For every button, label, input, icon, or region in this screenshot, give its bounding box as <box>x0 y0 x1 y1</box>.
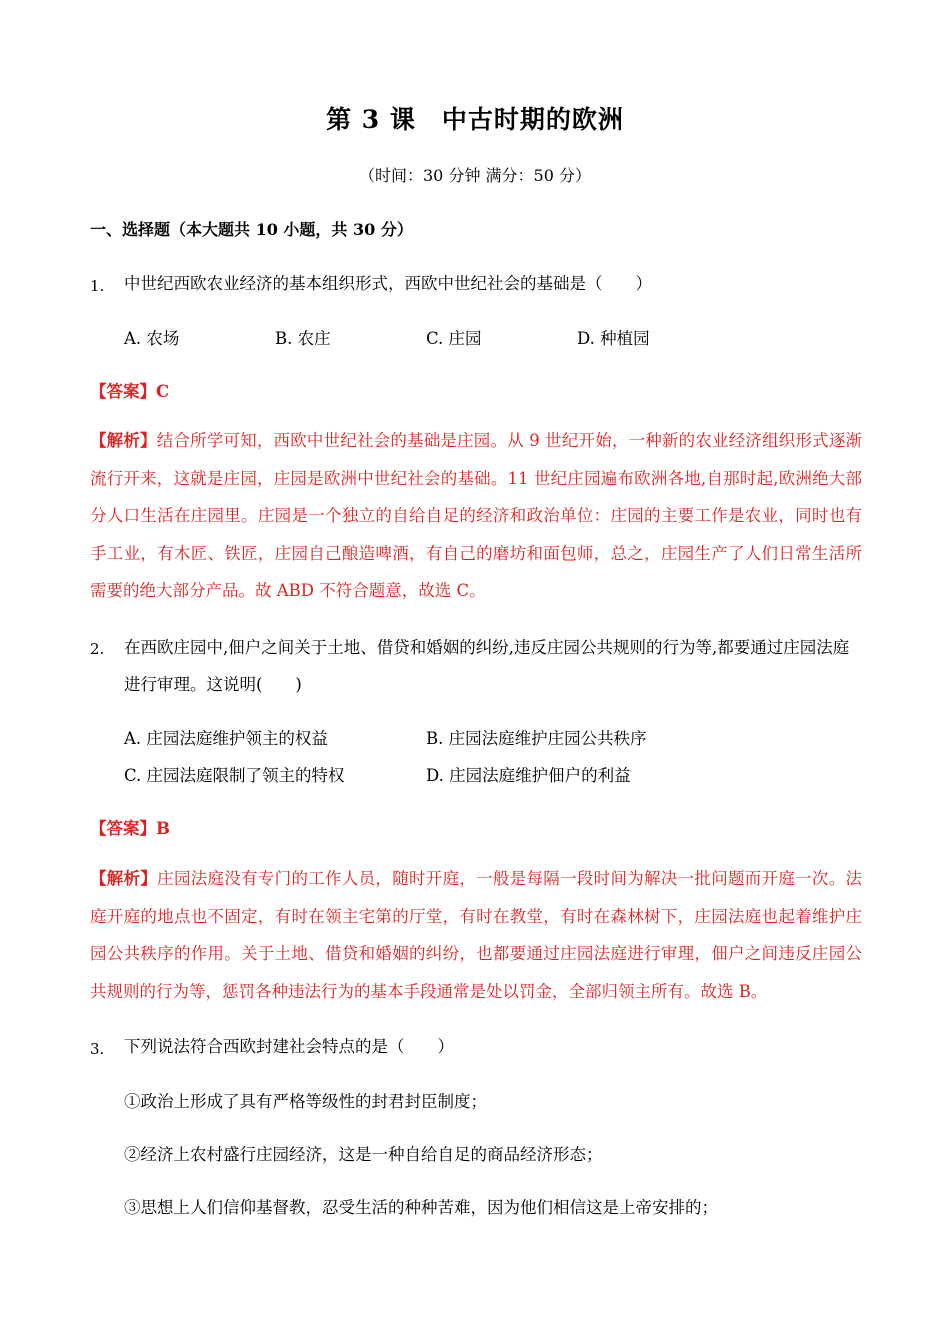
option-b: B. 农庄 <box>275 329 331 348</box>
exam-info: （时间：30 分钟 满分：50 分） <box>359 166 591 185</box>
question-number: 3. <box>90 1040 105 1058</box>
question-text: 下列说法符合西欧封建社会特点的是（ ） <box>124 1037 454 1056</box>
question-text-line2: 进行审理。这说明( ) <box>124 675 302 694</box>
question-number: 1. <box>90 277 105 295</box>
option-b: B. 庄园法庭维护庄园公共秩序 <box>426 729 647 748</box>
statement-item: ③思想上人们信仰基督教，忍受生活的种种苦难，因为他们相信这是上帝安排的； <box>124 1198 718 1217</box>
option-a: A. 庄园法庭维护领主的权益 <box>124 729 328 748</box>
answer-label: 【答案】C <box>90 382 170 401</box>
analysis-label: 【解析】 <box>90 869 158 888</box>
option-c: C. 庄园法庭限制了领主的特权 <box>124 766 345 785</box>
statement-item: ①政治上形成了具有严格等级性的封君封臣制度； <box>124 1092 487 1111</box>
option-d: D. 庄园法庭维护佃户的利益 <box>426 766 631 785</box>
section-heading: 一、选择题（本大题共 10 小题，共 30 分） <box>90 220 413 239</box>
analysis-block <box>90 422 862 610</box>
page-title: 第 3 课 中古时期的欧洲 <box>326 105 624 134</box>
question-text: 中世纪西欧农业经济的基本组织形式，西欧中世纪社会的基础是（ ） <box>124 274 652 293</box>
option-d: D. 种植园 <box>577 329 650 348</box>
option-a: A. 农场 <box>124 329 180 348</box>
option-c: C. 庄园 <box>426 329 482 348</box>
analysis-text: 庄园法庭没有专门的工作人员，随时开庭，一般是每隔一段时间为解决一批问题而开庭一次。法庭开庭的地点也不固定，有时在领主宅第的厅堂，有时在教堂，有时在森林树下，庄园法庭也起着维护庄园公共秩序的作用。关于土地、借贷和婚姻的纠纷，也都要通过庄园法庭进行审理，佃户之间违反庄园公共规则的行为等，惩罚各种违法行为的基本手段通常是处以罚金，全部归领主所有。故选 B。 <box>90 869 863 1001</box>
question-text-line1: 在西欧庄园中,佃户之间关于土地、借贷和婚姻的纠纷,违反庄园公共规则的行为等,都要通过庄园法庭 <box>124 638 850 657</box>
analysis-label: 【解析】 <box>90 431 157 450</box>
answer-label: 【答案】B <box>90 819 170 838</box>
question-number: 2. <box>90 640 105 658</box>
analysis-block <box>90 860 862 1010</box>
statement-item: ②经济上农村盛行庄园经济，这是一种自给自足的商品经济形态； <box>124 1145 603 1164</box>
analysis-text: 结合所学可知，西欧中世纪社会的基础是庄园。从 9 世纪开始，一种新的农业经济组织形式逐渐流行开来，这就是庄园，庄园是欧洲中世纪社会的基础。11 世纪庄园遍布欧洲各地,自那时起,欧洲绝大部分人口生活在庄园里。庄园是一个独立的自给自足的经济和政治单位：庄园的主要工作是农业，同时也有手工业，有木匠、铁匠，庄园自己酿造啤酒，有自己的磨坊和面包师，总之，庄园生产了人们日常生活所需要的绝大部分产品。故 ABD 不符合题意，故选 C。 <box>90 431 862 600</box>
